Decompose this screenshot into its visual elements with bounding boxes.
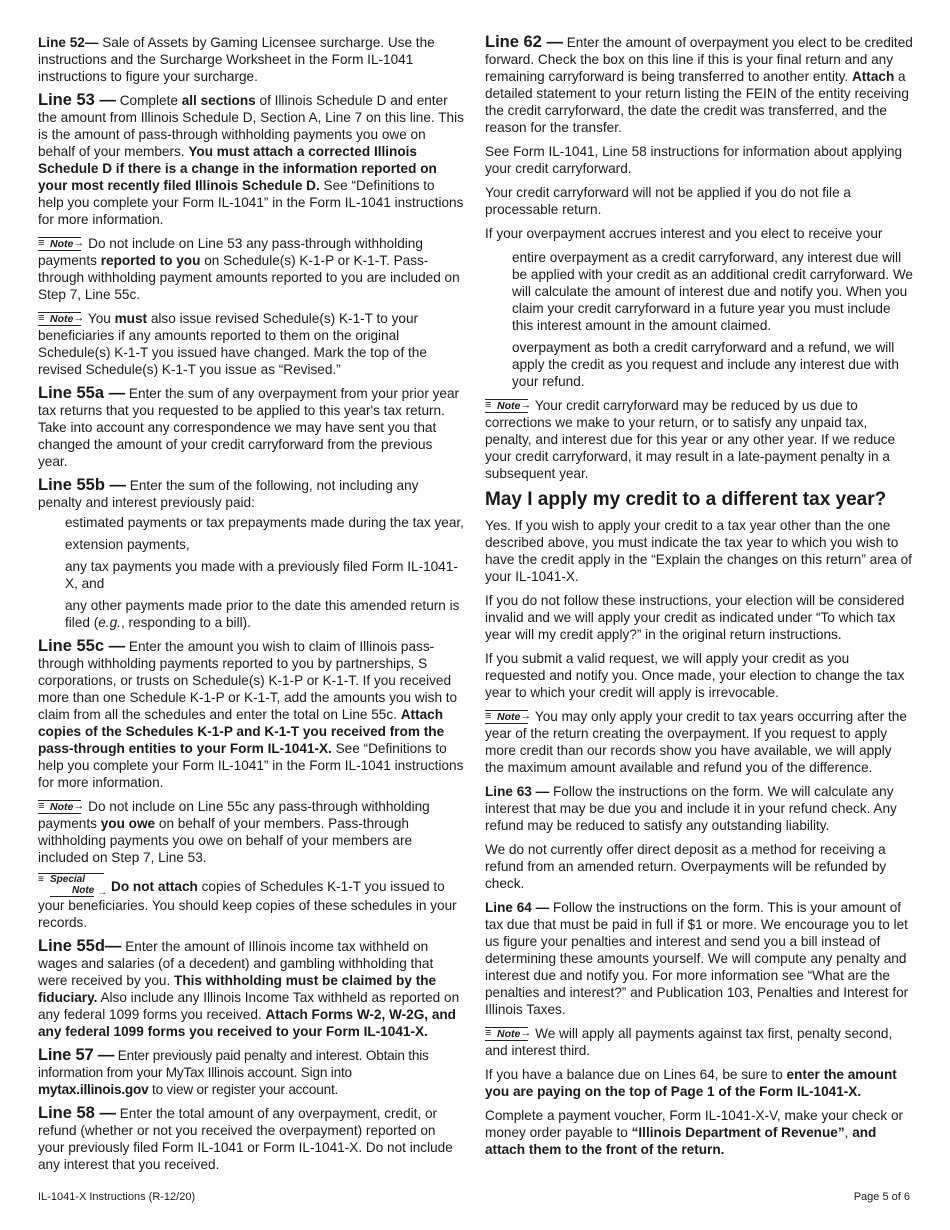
special-note: ≡ Special Note → Do not attach copies of Schedules K-1-T you issued to your beneficiaries. You should keep copies of these schedules in your records. [38, 873, 464, 931]
note-icon: ≡ Note → [38, 800, 81, 814]
paragraph: Complete a payment voucher, Form IL-1041-X-V, make your check or money order payable to “Illinois Department of Revenue”, and attach them to the front of the return. [485, 1108, 904, 1157]
note-icon: ≡ Note → [485, 399, 528, 413]
line-63: Line 63 — Follow the instructions on the form. We will calculate any interest that may be due you and include it in your refund check. Any refund may be reduced to satisfy any outstanding liability. [485, 784, 897, 833]
list-item: extension payments, [65, 537, 190, 552]
note-line-53: ≡ Note → Do not include on Line 53 any pass-through withholding payments reported to you on Schedule(s) K-1-P or K-1-T. Pass-through withholding payment amounts reported to you are included on Step 7, Line 55c. [38, 235, 464, 303]
line-55c: Line 55c — Enter the amount you wish to claim of Illinois pass-through withholding payments reported to you by partnerships, S corporations, or trusts on Schedule(s) K-1-P or K-1-T. If you received more than one Schedule K-1-P or K-1-T, add the amounts you wish to claim from all the schedules and enter the total on Line 55c. Attach copies of the Schedules K-1-P and K-1-T you received from the pass-through entities to your Form IL-1041-X. See “Definitions to help you complete your Form IL-1041” in the Form IL-1041 instructions for more information. [38, 637, 464, 790]
special-note-icon: ≡ Special Note → [38, 873, 104, 897]
list-item: estimated payments or tax prepayments made during the tax year, [65, 515, 464, 530]
list-item: any other payments made prior to the date this amended return is filed (e.g., responding to a bill). [65, 598, 460, 630]
line-55b: Line 55b — Enter the sum of the following, not including any penalty and interest previously paid: [38, 476, 419, 510]
line-64: Line 64 — Follow the instructions on the form. This is your amount of tax due that must be paid in full if $1 or more. We encourage you to let us figure your penalties and interest and send you a bill instead of determining these amounts yourself. We will compute any penalty and interest due and notify you. For more information see “What are the penalties and interest?” and Publication 103, Penalties and Interest for Illinois Taxes. [485, 900, 909, 1017]
note-icon: ≡ Note → [485, 710, 528, 724]
paragraph: If you do not follow these instructions, your election will be considered invalid and we will apply your credit as indicated under “To which tax year will my credit apply?” in the original return instructions. [485, 593, 905, 642]
paragraph: If your overpayment accrues interest and you elect to receive your [485, 226, 883, 241]
note-icon: ≡ Note → [38, 237, 81, 251]
line-55b-list [38, 514, 464, 631]
paragraph: We do not currently offer direct deposit as a method for receiving a refund from an amended return. Overpayments will be refunded by check. [485, 842, 887, 891]
line-58: Line 58 — Enter the total amount of any overpayment, credit, or refund (whether or not you received the overpayment) reported on your previously filed Form IL-1041 or Form IL-1041-X. Do not include any interest that you received. [38, 1104, 453, 1172]
paragraph: See Form IL-1041, Line 58 instructions for information about applying your credit carryforward. [485, 144, 903, 176]
footer-form-id: IL-1041-X Instructions (R-12/20) [38, 1191, 196, 1203]
line-55a: Line 55a — Enter the sum of any overpayment from your prior year tax returns that you requested to be applied to this year's tax return. Take into account any correspondence we may have sent you that changed the amount of your credit carryforward from the previous year. [38, 384, 460, 469]
note-payments: ≡ Note → We will apply all payments against tax first, penalty second, and interest third. [485, 1025, 913, 1059]
list-item: any tax payments you made with a previously filed Form IL-1041-X, and [65, 559, 458, 591]
line-55d: Line 55d— Enter the amount of Illinois income tax withheld on wages and salaries (of a decedent) and gambling withholding that were received by you. This withholding must be claimed by the fiduciary. Also include any Illinois Income Tax withheld as reported on any federal 1099 forms you received. Attach Forms W-2, W-2G, and any federal 1099 forms you received to your Form IL-1041-X. [38, 937, 460, 1039]
right-column [485, 34, 913, 1165]
left-column [38, 34, 464, 1180]
paragraph: Yes. If you wish to apply your credit to a tax year other than the one described above, you must indicate the tax year to which you wish to have the credit apply in the “Explain the changes on this return” area of your IL-1041-X. [485, 518, 912, 584]
interest-list [485, 249, 913, 390]
paragraph: If you have a balance due on Lines 64, be sure to enter the amount you are paying on the top of Page 1 of the Form IL-1041-X. [485, 1067, 897, 1099]
paragraph: Your credit carryforward will not be applied if you do not file a processable return. [485, 185, 851, 217]
footer-page-number: Page 5 of 6 [853, 1191, 910, 1203]
list-item: overpayment as both a credit carryforward and a refund, we will apply the credit as you request and include any interest due with your refund. [512, 340, 899, 389]
line-53: Line 53 — Complete all sections of Illinois Schedule D and enter the amount from Illinois Schedule D, Section A, Line 7 on this line. This is the amount of pass-through withholding payments you owe on behalf of your members. You must attach a corrected Illinois Schedule D if there is a change in the information reported on your most recently filed Illinois Schedule D. See “Definitions to help you complete your Form IL-1041” in the Form IL-1041 instructions for more information. [38, 91, 464, 227]
note-tax-years: ≡ Note → You may only apply your credit to tax years occurring after the year of the return creating the overpayment. If you request to apply more credit than our records show you have available, we will apply the maximum amount available and refund you of the difference. [485, 708, 913, 776]
note-icon: ≡ Note → [485, 1027, 528, 1041]
line-57: Line 57 — Enter previously paid penalty and interest. Obtain this information from your MyTax Illinois account. Sign into mytax.illinois.gov to view or register your account. [38, 1046, 429, 1097]
line-52: Line 52— Sale of Assets by Gaming Licensee surcharge. Use the instructions and the Surcharge Worksheet in the Form IL-1041 instructions to figure your surcharge. [38, 35, 435, 84]
line-62: Line 62 — Enter the amount of overpayment you elect to be credited forward. Check the box on this line if this is your final return and any remaining carryforward is being transferred to another entity. Attach a detailed statement to your return listing the FEIN of the entity receiving the credit carryforward, the date the credit was transferred, and the reason for the transfer. [485, 33, 913, 135]
section-heading: May I apply my credit to a different tax year? [485, 489, 887, 510]
note-line-55c: ≡ Note → Do not include on Line 55c any pass-through withholding payments you owe on behalf of your members. Pass-through withholding payments you owe on behalf of your members are included on Step 7, Line 53. [38, 798, 464, 866]
paragraph: If you submit a valid request, we will apply your credit as you requested and notify you. Once made, your election to change the tax year to which your credit will apply is irrevocable. [485, 651, 905, 700]
note-icon: ≡ Note → [38, 312, 81, 326]
note-revised-k1t: ≡ Note → You must also issue revised Schedule(s) K-1-T to your beneficiaries if any amounts reported to them on the original Schedule(s) K-1-T you issued have changed. Mark the top of the revised Schedule(s) K-1-T you issue as “Revised.” [38, 310, 464, 378]
note-carryforward: ≡ Note → Your credit carryforward may be reduced by us due to corrections we make to your return, or to satisfy any unpaid tax, penalty, and interest due for this year or any other year. If we reduce your credit carryforward, it may result in a late-payment penalty in a subsequent year. [485, 397, 913, 482]
list-item: entire overpayment as a credit carryforward, any interest due will be applied with your credit as an additional credit carryforward. We will calculate the amount of interest due and notify you. When you claim your credit carryforward in a future year you must include this interest amount in the amount claimed. [512, 250, 913, 333]
